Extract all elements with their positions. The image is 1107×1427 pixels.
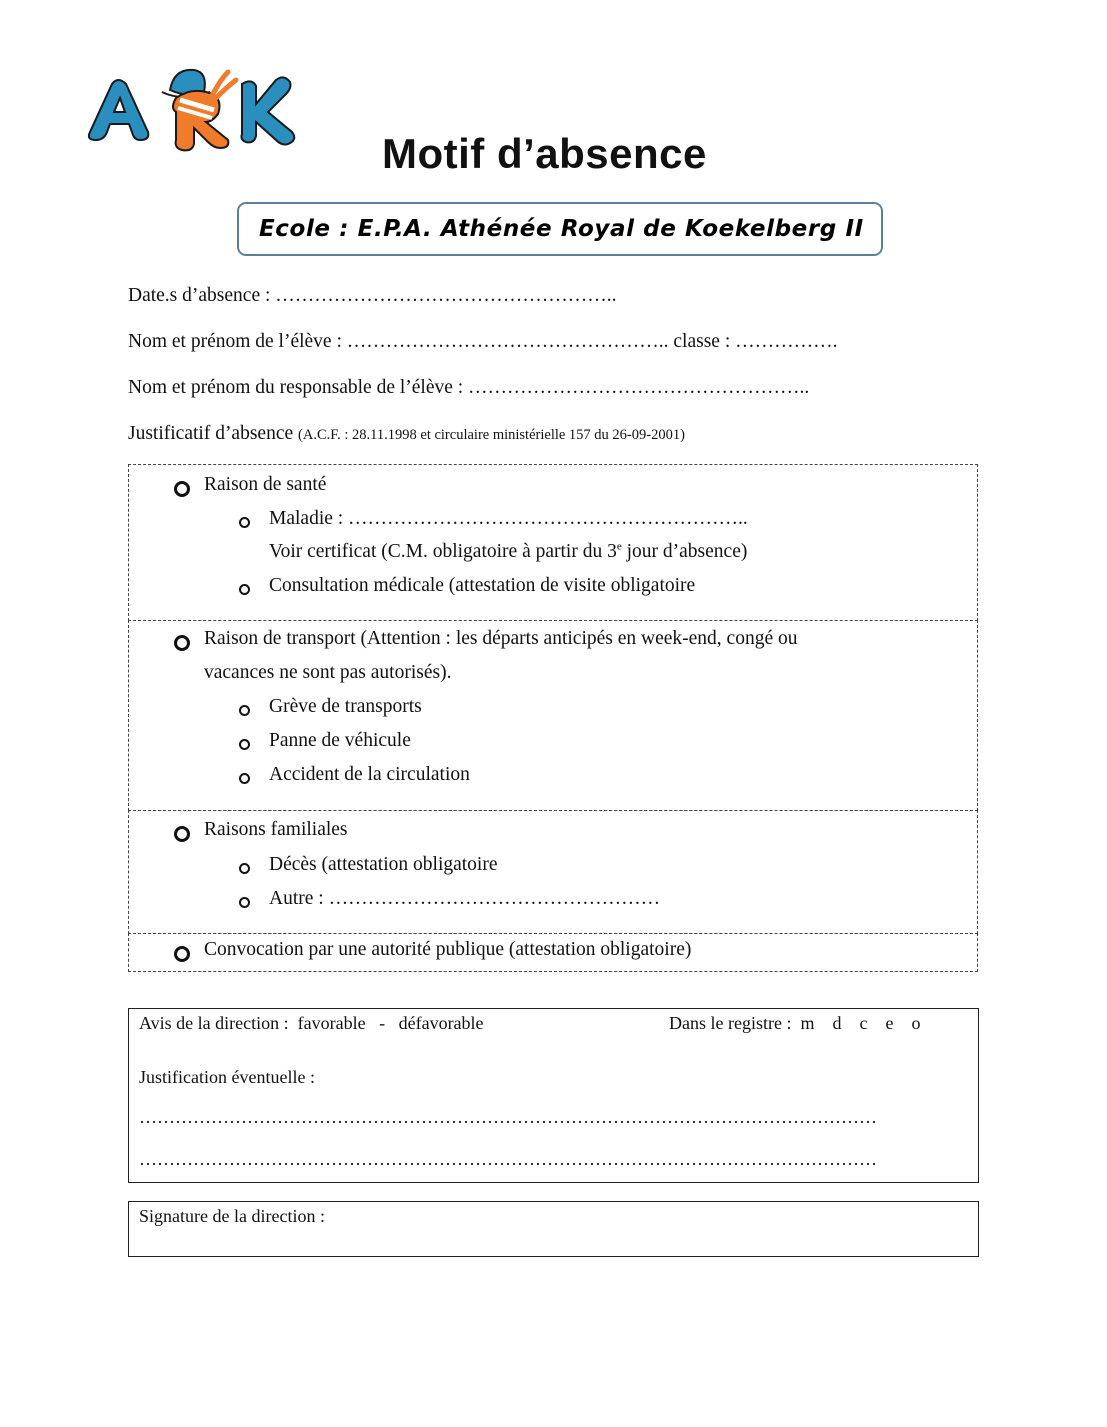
justification-label: Justificatif d’absence xyxy=(128,423,294,444)
guardian-name-field[interactable]: Nom et prénom du responsable de l’élève : …………………………………………….. xyxy=(128,377,810,398)
maladie-field[interactable]: Maladie : …………………………………………………….. xyxy=(269,508,748,529)
ark-logo-icon xyxy=(82,62,304,154)
registre-option-d[interactable]: d xyxy=(832,1013,842,1033)
convocation-label: Convocation par une autorité publique (attestation obligatoire) xyxy=(204,939,692,960)
avis-label: Avis de la direction : xyxy=(139,1013,289,1033)
justification-line-2[interactable]: …………………………………………………………………………………………………………… xyxy=(139,1149,877,1169)
registre-option-e[interactable]: e xyxy=(885,1013,894,1033)
school-banner xyxy=(237,202,883,256)
greve-radio[interactable] xyxy=(239,705,250,716)
transport-title-line1: Raison de transport (Attention : les départs anticipés en week-end, congé ou xyxy=(204,628,798,649)
autre-field[interactable]: Autre : …………………………………………… xyxy=(269,888,661,909)
consultation-label: Consultation médicale (attestation de visite obligatoire xyxy=(269,575,696,596)
favorable-option[interactable]: favorable xyxy=(297,1013,366,1033)
dates-field[interactable]: Date.s d’absence : …………………………………………….. xyxy=(128,285,617,306)
justification-reference: (A.C.F. : 28.11.1998 et circulaire ministérielle 157 du 26-09-2001) xyxy=(298,427,685,443)
transport-title-line2: vacances ne sont pas autorisés). xyxy=(204,662,452,683)
accident-radio[interactable] xyxy=(239,773,250,784)
greve-label: Grève de transports xyxy=(269,696,422,717)
transport-radio[interactable] xyxy=(174,635,190,651)
avis-row xyxy=(139,1013,484,1034)
consultation-radio[interactable] xyxy=(239,584,250,595)
autre-radio[interactable] xyxy=(239,897,250,908)
registre-option-m[interactable]: m xyxy=(800,1013,815,1033)
panne-radio[interactable] xyxy=(239,739,250,750)
registre-row xyxy=(669,1013,920,1034)
signature-label: Signature de la direction : xyxy=(139,1206,325,1226)
justification-line-1[interactable]: …………………………………………………………………………………………………………… xyxy=(139,1107,877,1127)
ark-logo xyxy=(82,62,304,154)
school-name: Ecole : E.P.A. Athénée Royal de Koekelberg II xyxy=(259,216,864,242)
signature-box[interactable] xyxy=(128,1201,979,1257)
maladie-radio[interactable] xyxy=(239,517,250,528)
convocation-section xyxy=(128,933,978,972)
justification-heading xyxy=(128,423,685,445)
certificat-note: Voir certificat (C.M. obligatoire à partir du 3e jour d’absence) xyxy=(269,540,748,562)
defavorable-option[interactable]: défavorable xyxy=(398,1013,484,1033)
deces-radio[interactable] xyxy=(239,863,250,874)
transport-section xyxy=(128,620,978,811)
avis-separator: - xyxy=(379,1013,386,1033)
health-radio[interactable] xyxy=(174,481,190,497)
health-title: Raison de santé xyxy=(204,474,327,495)
deces-label: Décès (attestation obligatoire xyxy=(269,854,498,875)
registre-option-o[interactable]: o xyxy=(911,1013,921,1033)
accident-label: Accident de la circulation xyxy=(269,764,470,785)
student-name-field[interactable]: Nom et prénom de l’élève : ………………………………………….. classe : ……………. xyxy=(128,331,838,352)
family-title: Raisons familiales xyxy=(204,819,348,840)
family-section xyxy=(128,810,978,934)
panne-label: Panne de véhicule xyxy=(269,730,411,751)
convocation-radio[interactable] xyxy=(174,946,190,962)
page-title: Motif d’absence xyxy=(382,130,707,177)
justification-eventuelle-label: Justification éventuelle : xyxy=(139,1067,315,1087)
family-radio[interactable] xyxy=(174,826,190,842)
health-section xyxy=(128,464,978,621)
direction-box xyxy=(128,1008,979,1183)
registre-option-c[interactable]: c xyxy=(859,1013,868,1033)
registre-label: Dans le registre : xyxy=(669,1013,792,1033)
